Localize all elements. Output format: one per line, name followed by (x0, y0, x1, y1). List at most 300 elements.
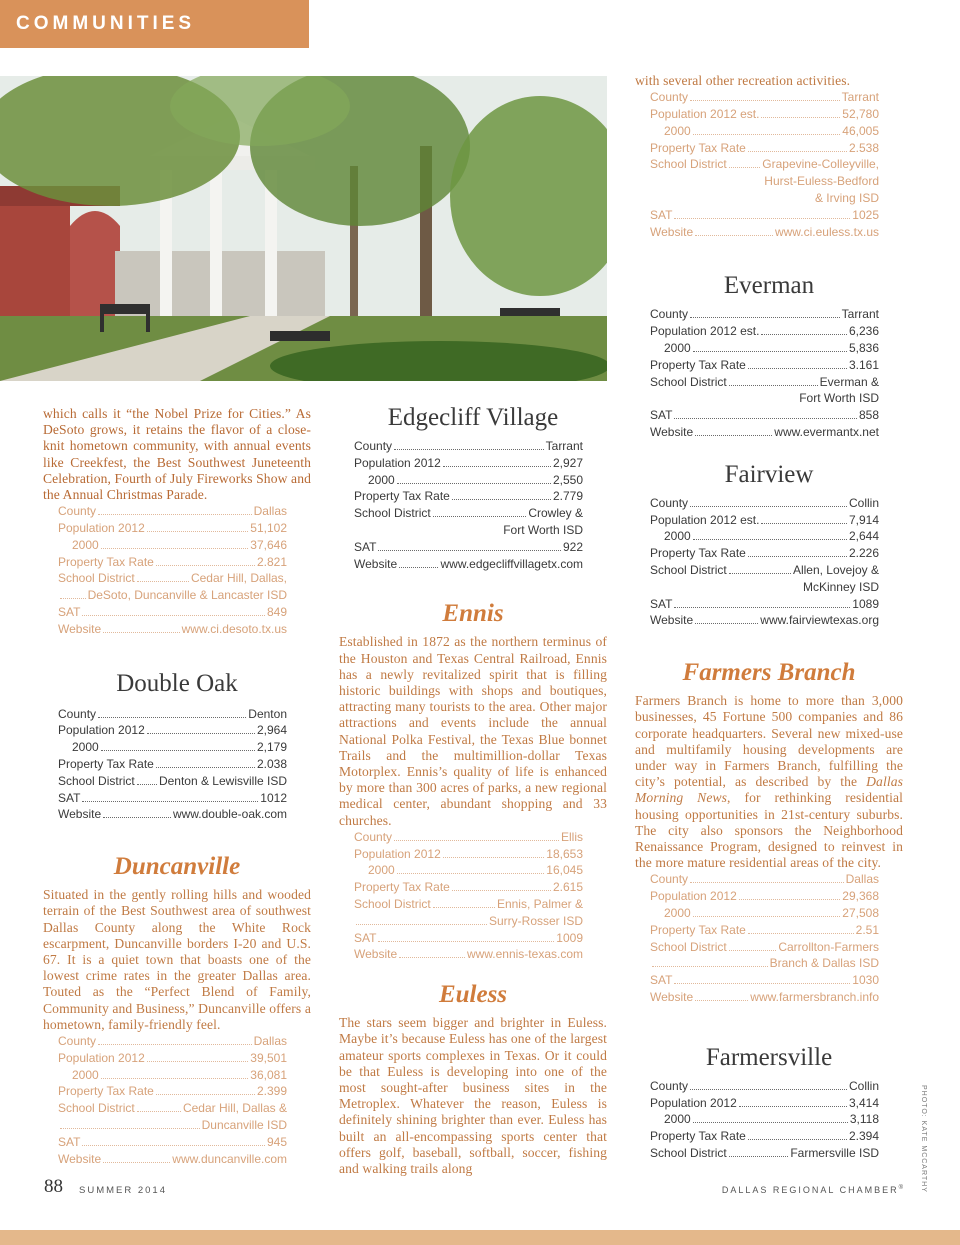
stat-row (58, 773, 287, 790)
stat-row (58, 587, 287, 604)
stat-label: School District (58, 1101, 135, 1116)
stat-row (650, 596, 879, 613)
leader-dots (739, 1106, 847, 1107)
stat-value: Crowley & (528, 506, 583, 521)
leader-dots (695, 1000, 748, 1001)
stat-value: Fort Worth ISD (503, 522, 583, 537)
stat-value: & Irving ISD (814, 190, 879, 205)
stat-label: 2000 (72, 537, 99, 552)
stat-value: www.duncanville.com (172, 1151, 287, 1166)
stat-label: School District (650, 1145, 727, 1160)
leader-dots (674, 983, 850, 984)
stat-value: 2.821 (256, 554, 287, 569)
stat-row (58, 604, 287, 621)
leader-dots (690, 100, 840, 101)
leader-dots (82, 1145, 265, 1146)
stat-value: Ennis, Palmer & (496, 897, 583, 911)
stat-label: County (650, 1078, 689, 1093)
column-left (43, 406, 311, 1167)
stat-value: Allen, Lovejoy & (792, 562, 879, 577)
stat-row (650, 224, 879, 241)
stat-label: Website (58, 621, 102, 636)
stat-label: Website (650, 613, 694, 628)
stat-value: 1089 (852, 596, 879, 611)
stat-row (650, 1145, 879, 1162)
stat-row (650, 939, 879, 956)
leader-dots (690, 882, 844, 883)
edgecliff-title: Edgecliff Village (387, 404, 559, 431)
farmersville-stats (650, 1078, 879, 1162)
everman-title: Everman (723, 272, 815, 300)
leader-dots (60, 598, 86, 599)
stat-value: Branch & Dallas ISD (769, 956, 879, 971)
stat-row (650, 1078, 879, 1095)
stat-value: 2.51 (855, 922, 879, 937)
newspaper-name: Dallas Morning News (635, 774, 903, 806)
stat-label: County (354, 439, 393, 453)
stat-label: County (58, 706, 97, 721)
stat-value: 2.226 (848, 546, 879, 561)
ennis-title: Ennis (442, 600, 504, 628)
stat-value: Cedar Hill, Dallas, (190, 571, 287, 586)
stat-row (58, 520, 287, 537)
bottom-bar (0, 1230, 960, 1245)
stat-label: 2000 (664, 529, 691, 544)
stat-value: 36,081 (250, 1067, 287, 1082)
stat-label: 2000 (664, 340, 691, 355)
stat-label: SAT (650, 973, 673, 988)
stat-row (58, 1117, 287, 1134)
leader-dots (137, 581, 189, 582)
stat-row (650, 579, 879, 596)
double-oak-stats (58, 706, 287, 824)
stat-value: 945 (266, 1134, 287, 1149)
stat-row (650, 955, 879, 972)
stat-label: Website (354, 947, 398, 962)
leader-dots (103, 632, 179, 633)
farmersville-title: Farmersville (705, 1043, 833, 1071)
leader-dots (761, 523, 847, 524)
stat-value: Dallas (253, 504, 287, 519)
stat-label: Website (650, 989, 694, 1004)
photo-credit: PHOTO: KATE MCCARTHY (920, 1085, 927, 1193)
stat-label: Property Tax Rate (650, 140, 746, 155)
stat-value: 5,836 (848, 340, 879, 355)
stat-row (354, 846, 583, 863)
stat-row (650, 972, 879, 989)
stat-row (650, 156, 879, 173)
stat-label: County (650, 495, 689, 510)
leader-dots (103, 817, 171, 818)
euless-continued: with several other recreation activities. (635, 73, 851, 88)
stat-value: 6,236 (848, 324, 879, 339)
stat-value: 1012 (260, 790, 287, 805)
leader-dots (729, 1156, 789, 1157)
column-right (635, 73, 903, 1162)
stat-value: 2,964 (256, 723, 287, 738)
leader-dots (156, 565, 255, 566)
stat-row (354, 862, 583, 879)
leader-dots (433, 907, 495, 908)
leader-dots (761, 334, 847, 335)
leader-dots (748, 556, 847, 557)
issue-label: SUMMER 2014 (79, 1185, 167, 1196)
stat-value: Denton (248, 706, 287, 721)
ennis-stats (354, 829, 583, 963)
stat-row (354, 505, 583, 522)
stat-label: County (650, 307, 689, 322)
stat-value: Cedar Hill, Dallas & (182, 1101, 287, 1116)
farmers-branch-title: Farmers Branch (682, 659, 856, 687)
stat-value: 849 (266, 605, 287, 619)
leader-dots (729, 167, 761, 168)
leader-dots (695, 235, 773, 236)
park-photo (0, 76, 607, 381)
stat-row (650, 612, 879, 629)
stat-label: County (650, 872, 689, 887)
stat-label: Population 2012 (58, 723, 145, 738)
stat-label: SAT (354, 539, 377, 554)
leader-dots (394, 449, 544, 450)
leader-dots (147, 733, 255, 734)
stat-label: Website (650, 424, 694, 439)
stat-label: County (354, 829, 393, 844)
stat-row (650, 306, 879, 323)
stat-row (354, 896, 583, 913)
stat-value: Dallas (253, 1034, 287, 1048)
stat-label: Website (650, 224, 694, 239)
stat-value: Tarrant (841, 307, 879, 322)
stat-label: Population 2012 est. (650, 324, 760, 339)
stat-row (650, 495, 879, 512)
stat-value: McKinney ISD (802, 579, 879, 594)
stat-row (650, 106, 879, 123)
leader-dots (156, 767, 255, 768)
publication-name: DALLAS REGIONAL CHAMBER® (721, 1185, 905, 1195)
stat-value: Everman & (819, 374, 879, 389)
stat-value: 2,644 (848, 529, 879, 544)
duncanville-stats (58, 1033, 287, 1167)
stat-label: Property Tax Rate (58, 1084, 154, 1099)
stat-label: Property Tax Rate (650, 922, 746, 937)
stat-row (354, 455, 583, 472)
stat-value: 2.615 (552, 880, 583, 895)
everman-stats (650, 306, 879, 440)
leader-dots (674, 218, 850, 219)
stat-row (650, 340, 879, 357)
stat-row (354, 913, 583, 930)
stat-row (650, 888, 879, 905)
stat-value: 1025 (852, 207, 879, 222)
park-photo-illustration (0, 76, 607, 381)
stat-label: County (58, 504, 97, 519)
stat-row (354, 438, 583, 455)
stat-label: School District (650, 374, 727, 389)
stat-row (58, 806, 287, 823)
stat-value: 7,914 (848, 512, 879, 527)
stat-row (650, 140, 879, 157)
stat-label: Population 2012 (58, 521, 145, 536)
stat-row (58, 706, 287, 723)
stat-row (354, 829, 583, 846)
leader-dots (98, 717, 246, 718)
stat-value: Surry-Rosser ISD (488, 913, 583, 928)
stat-row (58, 1083, 287, 1100)
leader-dots (761, 117, 840, 118)
double-oak-title: Double Oak (116, 669, 238, 697)
leader-dots (397, 873, 545, 874)
stat-row (58, 1134, 287, 1151)
stat-value: Duncanville ISD (201, 1117, 287, 1132)
stat-label: School District (58, 773, 135, 788)
euless-text: The stars seem bigger and brighter in Euless. Maybe it’s because Euless has one of the largest amateur sports complexes in Texas. Or it could be that Euless is developing into one of the most sought-after business sites in the Metroplex. Whatever the reason, Euless is definitely shining brighter than ever. Euless has built an all-encompassing sports center that offers golf, baseball, softball, soccer, fishing and walking trails along (339, 1015, 607, 1177)
stat-label: SAT (58, 790, 81, 805)
stat-value: 3,414 (848, 1095, 879, 1110)
stat-value: 2.399 (256, 1084, 287, 1099)
stat-label: Population 2012 est. (650, 512, 760, 527)
stat-label: 2000 (664, 123, 691, 138)
stat-row (650, 407, 879, 424)
stat-row (58, 1100, 287, 1117)
stat-label: Population 2012 (58, 1050, 145, 1065)
stat-label: SAT (354, 930, 377, 945)
leader-dots (452, 890, 551, 891)
stat-row (650, 1095, 879, 1112)
leader-dots (98, 1044, 252, 1045)
stat-label: School District (354, 897, 431, 911)
fairview-title: Fairview (724, 460, 814, 488)
stat-label: Website (58, 1151, 102, 1166)
leader-dots (101, 548, 249, 549)
stat-row (650, 323, 879, 340)
stat-label: Population 2012 est. (650, 107, 760, 121)
stat-label: SAT (58, 1134, 81, 1149)
stat-label: Property Tax Rate (650, 546, 746, 561)
stat-row (650, 1111, 879, 1128)
stat-value: 16,045 (546, 863, 583, 878)
column-middle (339, 404, 607, 1177)
stat-row (58, 722, 287, 739)
stat-label: 2000 (72, 1067, 99, 1082)
stat-label: SAT (58, 605, 81, 619)
stat-value: 46,005 (842, 123, 879, 138)
stat-value: www.ennis-texas.com (466, 947, 583, 962)
leader-dots (729, 573, 791, 574)
stat-label: School District (58, 571, 135, 586)
stat-row (354, 879, 583, 896)
stat-value: www.ci.desoto.tx.us (181, 621, 287, 636)
stat-value: www.ci.euless.tx.us (774, 224, 879, 239)
stat-label: School District (354, 506, 431, 521)
leader-dots (394, 840, 559, 841)
stat-value: Farmersville ISD (790, 1145, 879, 1160)
stat-row (650, 871, 879, 888)
stat-row (650, 1128, 879, 1145)
desoto-stats (58, 503, 287, 637)
stat-label: County (58, 1034, 97, 1048)
stat-label: 2000 (664, 905, 691, 920)
stat-value: 922 (562, 539, 583, 554)
stat-row (650, 173, 879, 190)
euless-stats (650, 89, 879, 240)
duncanville-title: Duncanville (113, 853, 241, 881)
stat-value: 3,118 (849, 1112, 879, 1127)
stat-label: Property Tax Rate (354, 489, 450, 504)
stat-value: Grapevine-Colleyville, (762, 157, 879, 172)
stat-label: Website (354, 556, 398, 571)
duncanville-text: Situated in the gently rolling hills and wooded terrain of the Best Southwest area of southwest Dallas County along the White Rock escarpment, Duncanville borders I-20 and U.S. 67. It is a quiet town that boasts one of the lowest crime rates in the greater Dallas area. Touted as the “Perfect Blend of Family, Community and Business,” Duncanville offers a hometown, family-friendly feel. (43, 887, 311, 1032)
farmers-branch-stats (650, 871, 879, 1005)
leader-dots (147, 531, 249, 532)
edgecliff-stats (354, 438, 583, 572)
leader-dots (82, 801, 258, 802)
stat-row (58, 739, 287, 756)
leader-dots (652, 966, 768, 967)
stat-row (58, 554, 287, 571)
stat-row (650, 190, 879, 207)
leader-dots (695, 435, 772, 436)
stat-value: 2,927 (552, 455, 583, 470)
leader-dots (378, 941, 554, 942)
stat-value: Denton & Lewisville ISD (158, 773, 287, 788)
page-number: 88 (44, 1176, 63, 1197)
leader-dots (674, 418, 857, 419)
stat-label: Website (58, 807, 102, 822)
stat-label: Population 2012 (354, 455, 441, 470)
leader-dots (729, 385, 818, 386)
stat-label: School District (650, 562, 727, 577)
stat-label: SAT (650, 596, 673, 611)
stat-value: 37,646 (250, 537, 287, 552)
leader-dots (748, 368, 847, 369)
stat-label: School District (650, 939, 727, 954)
stat-row (354, 488, 583, 505)
stat-label: Property Tax Rate (650, 357, 746, 372)
euless-title: Euless (438, 981, 508, 1009)
stat-row (58, 1151, 287, 1168)
stat-value: www.edgecliffvillagetx.com (440, 556, 583, 571)
farmers-branch-text: Farmers Branch is home to more than 3,000 businesses, 45 Fortune 500 companies and 86 corporate headquarters. Several new mixed-use and multifamily housing developments are under way in Farmers Branch, fulfilling the city’s potential, as described by the Dallas Morning News, for rethinking residential housing opportunities in 21st-century suburbs. The city also sponsors the Neighborhood Renaissance Program, designed to reinvest in the more mature residential areas of the city. (635, 693, 903, 871)
stat-row (650, 357, 879, 374)
stat-value: Ellis (560, 829, 583, 844)
stat-value: 18,653 (546, 846, 583, 861)
stat-value: 51,102 (250, 521, 287, 536)
leader-dots (690, 506, 847, 507)
stat-row (650, 905, 879, 922)
stat-value: DeSoto, Duncanville & Lancaster ISD (87, 588, 287, 603)
stat-row (354, 556, 583, 573)
stat-row (58, 537, 287, 554)
leader-dots (739, 899, 841, 900)
leader-dots (693, 351, 847, 352)
stat-label: Property Tax Rate (650, 1129, 746, 1144)
leader-dots (690, 1089, 847, 1090)
desoto-intro: which calls it “the Nobel Prize for Cities.” As DeSoto grows, it retains the flavor of a close-knit hometown community, with annual events like Creekfest, the Best Southwest Juneteenth Celebration, Fourth of July Fireworks Show and the Annual Christmas Parade. (43, 406, 311, 503)
leader-dots (101, 750, 255, 751)
stat-value: 858 (858, 408, 879, 423)
stat-label: Property Tax Rate (58, 554, 154, 569)
stat-row (58, 570, 287, 587)
stat-label: Property Tax Rate (354, 880, 450, 895)
leader-dots (443, 857, 545, 858)
stat-row (650, 545, 879, 562)
leader-dots (137, 1111, 181, 1112)
leader-dots (101, 1078, 249, 1079)
leader-dots (433, 516, 527, 517)
stat-value: 2.779 (552, 489, 583, 504)
leader-dots (378, 550, 561, 551)
ennis-text: Established in 1872 as the northern terminus of the Houston and Texas Central Railroad, Ennis has a newly revitalized spirit that is filling historic buildings with shops and boutiques, attracting many tourists to the area. Other major attractions and events include the annual National Polka Festival, the Texas Blue bonnet Trails and the multimillion-dollar Texas Motorplex. Ennis’s quality of life is enhanced by more than 300 acres of parks, a new regional medical center, abundant shopping and 33 churches. (339, 634, 607, 828)
stat-label: School District (650, 157, 727, 172)
stat-label: County (650, 90, 689, 105)
stat-value: Hurst-Euless-Bedford (764, 174, 879, 189)
stat-row (650, 528, 879, 545)
stat-value: www.evermantx.net (774, 424, 879, 439)
stat-row (650, 512, 879, 529)
stat-row (650, 922, 879, 939)
stat-value: 29,368 (842, 889, 879, 904)
stat-label: Population 2012 (354, 846, 441, 861)
leader-dots (693, 1122, 848, 1123)
stat-row (354, 522, 583, 539)
stat-value: 1009 (556, 930, 583, 945)
stat-value: 2,550 (552, 472, 583, 487)
leader-dots (452, 499, 551, 500)
stat-value: Collin (848, 495, 879, 510)
stat-row (650, 390, 879, 407)
stat-value: 2.394 (848, 1129, 879, 1144)
stat-value: 2.538 (848, 140, 879, 155)
leader-dots (397, 483, 551, 484)
stat-row (58, 756, 287, 773)
stat-row (650, 424, 879, 441)
leader-dots (399, 957, 465, 958)
section-title: COMMUNITIES (16, 13, 196, 34)
stat-label: SAT (650, 207, 673, 222)
stat-value: Fort Worth ISD (799, 391, 879, 406)
stat-row (650, 123, 879, 140)
stat-value: Tarrant (545, 439, 583, 453)
leader-dots (674, 607, 850, 608)
leader-dots (693, 539, 847, 540)
stat-value: 52,780 (842, 107, 879, 121)
stat-value: Collin (848, 1078, 879, 1093)
stat-row (58, 790, 287, 807)
stat-row (58, 1050, 287, 1067)
stat-value: 27,508 (842, 905, 879, 920)
leader-dots (98, 514, 252, 515)
leader-dots (729, 950, 777, 951)
stat-row (650, 207, 879, 224)
stat-label: Population 2012 (650, 889, 737, 904)
stat-value: www.double-oak.com (172, 807, 287, 822)
leader-dots (147, 1061, 249, 1062)
leader-dots (356, 924, 487, 925)
stat-value: 2,179 (256, 740, 287, 755)
stat-value: Dallas (845, 872, 879, 887)
leader-dots (103, 1162, 170, 1163)
stat-label: 2000 (72, 740, 99, 755)
leader-dots (137, 784, 157, 785)
stat-value: www.fairviewtexas.org (760, 613, 879, 628)
stat-row (354, 539, 583, 556)
leader-dots (690, 317, 840, 318)
stat-label: SAT (650, 408, 673, 423)
stat-label: Property Tax Rate (58, 756, 154, 771)
stat-value: 2.038 (256, 756, 287, 771)
stat-row (354, 930, 583, 947)
leader-dots (60, 1128, 200, 1129)
